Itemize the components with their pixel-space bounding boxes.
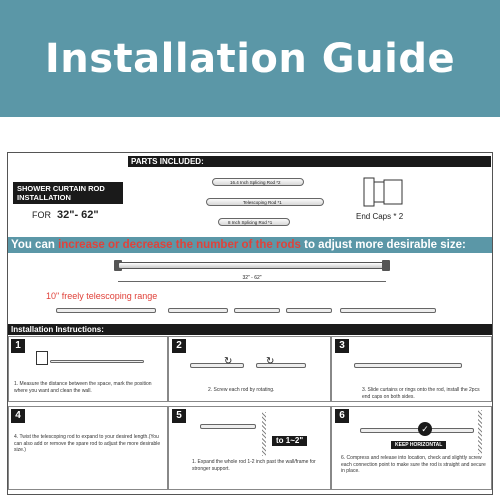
wall-icon [262,412,266,456]
wall-icon-right [478,410,482,454]
rotate-icon: ↻ [224,356,233,367]
instructions-header [8,324,492,335]
headline-part3: to adjust more desirable size: [300,239,466,251]
rotate-icon-2: ↻ [266,356,275,367]
step-1-number: 1 [11,339,25,353]
measure-line [118,281,386,282]
instructions-header-label: Installation Instructions: [11,325,104,334]
step-4-text: 4. Twist the telescoping rod to expand to your desired length.(You can also add or remove the spare rod to adjust the more desirable size.) [14,434,161,453]
parts-header-label: PARTS INCLUDED: [131,157,204,166]
parts-header [128,156,491,167]
step-3-number: 3 [335,339,349,353]
step-1-rod [50,360,144,363]
for-label: FOR [32,210,51,220]
step-4-number: 4 [11,409,25,423]
telescoping-rod-label: Telescoping Rod *1 [243,200,282,205]
rod-segment-c [286,308,332,313]
keep-horizontal-callout: KEEP HORIZONTAL [391,441,446,449]
size-range: 32"- 62" [57,209,99,221]
splicing-rod-8-label: 8 Inch Splicing Rod *1 [228,220,273,225]
expand-callout: to 1~2" [272,436,307,446]
page-title: Installation Guide [44,36,456,82]
step-5-rod [200,424,256,429]
step-2-text: 2. Screw each rod by rotating. [208,387,275,393]
telescoping-rod-diagram [56,308,156,313]
step-1-text: 1. Measure the distance between the space, mark the position where you want and clean the wall. [14,381,152,394]
step-6-number: 6 [335,409,349,423]
rod-segment-d [340,308,436,313]
size-line [32,209,99,221]
step-5-number: 5 [172,409,186,423]
headline-highlight: increase or decrease the number of the rods [58,239,301,251]
headline-part1: You can [11,239,59,251]
assembled-rod-image [118,262,386,269]
end-caps-label: End Caps * 2 [356,212,404,221]
step-2-rod-right [256,363,306,368]
step-2-rod-left [190,363,244,368]
product-title: SHOWER CURTAIN ROD INSTALLATION [13,182,123,204]
step-3-text: 3. Slide curtains or rings onto the rod, install the 2pcs end caps on both sides. [362,387,480,400]
step-5-text: 1. Expand the whole rod 1-2 inch past the wall/frame for stronger support. [192,459,316,472]
rod-segment-a [168,308,228,313]
telescoping-range-label: 10" freely telescoping range [46,291,158,301]
rod-segment-b [234,308,280,313]
wall-mark-icon [36,351,48,365]
step-6-text: 6. Compress and release into location, check and slightly screw each connection point to make sure the rod is straight and secure in place. [341,455,486,474]
check-icon: ✓ [418,422,432,436]
step-5-cell [168,406,331,490]
step-6-rod [360,428,474,433]
step-2-number: 2 [172,339,186,353]
adjust-size-headline [8,237,492,253]
measure-label: 32" - 62" [242,275,262,281]
step-3-rod [354,363,462,368]
splicing-rod-16-label: 16.4 Inch Splicing Rod *2 [230,180,281,185]
rod-end-cap-right [382,260,390,271]
header-banner [0,0,500,117]
end-caps-icon [362,176,406,208]
